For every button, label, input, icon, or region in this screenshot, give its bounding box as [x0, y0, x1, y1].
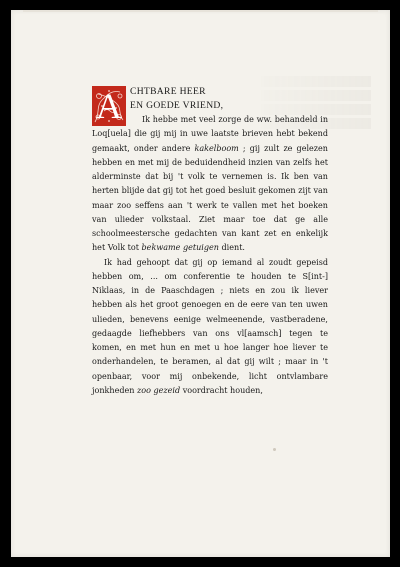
letter-body	[92, 86, 328, 398]
salutation-line-1: CHTBARE HEER	[130, 86, 206, 97]
paper-speck	[273, 448, 276, 451]
dropcap-ornament	[92, 86, 126, 126]
salutation	[92, 85, 328, 113]
paper-page	[11, 10, 390, 557]
paragraph-1: Ik hebbe met veel zorge de ww. behandeld in Loq[uela] die gij mij in uwe laatste brieven hebt bekend gemaakt, onder andere kakelboom ; gij zult ze gelezen hebben en met mij de beduidendheid inzien van zelfs het alderminste dat bij 't volk te vernemen is. Ik ben van herten blijde dat gij tot het goed besluit gekomen zijt van maar zoo seffens aan 't werk te vallen met het boeken van ulieder volkstaal. Ziet maar toe dat ge alle schoolmeestersche gedachten van kant zet en enkelijk het Volk tot bekwame getuigen dient.	[92, 115, 328, 253]
salutation-line-2: EN GOEDE VRIEND,	[130, 100, 224, 111]
paragraph-2: Ik had gehoopt dat gij op iemand al zoudt gepeisd hebben om, ... om conferentie te houden te S[int-] Niklaas, in de Paaschdagen ; niets en zou ik liever hebben als het groot genoegen en de eere van ten uwen ulieden, benevens eenige welmeenende, vastberadene, gedaagde liefhebbers van ons vl[aamsch] tegen te komen, en met hun en met u hoe langer hoe liever te onderhandelen, te beramen, al dat gij wilt ; maar in 't openbaar, voor mij onbekende, licht ontvlambare jonkheden zoo gezeid voordracht houden,	[92, 257, 328, 395]
dropcap-letter: A	[96, 86, 122, 126]
